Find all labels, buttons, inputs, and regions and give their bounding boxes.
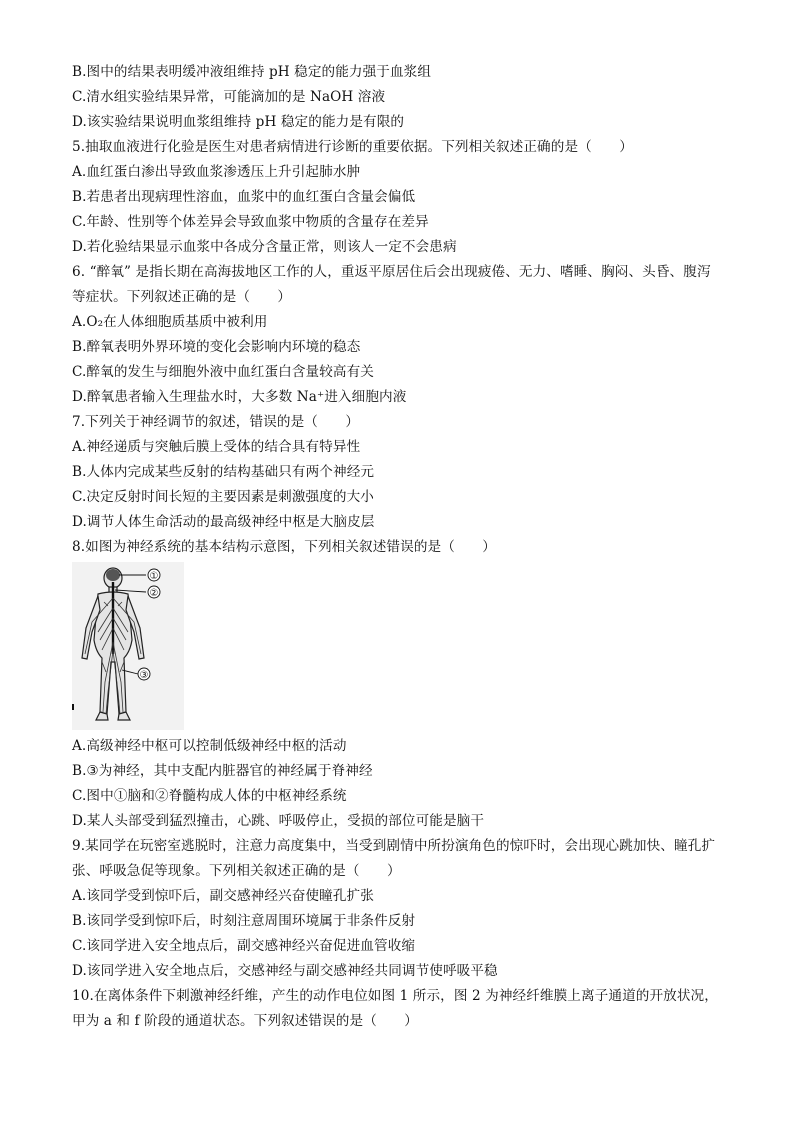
q6-stem-line-1: 6. “醉氧” 是指长期在高海拔地区工作的人，重返平原居住后会出现疲倦、无力、嗜睡、胸闷、头昏、腹泻: [72, 264, 711, 280]
q7-option-b: B.人体内完成某些反射的结构基础只有两个神经元: [72, 464, 375, 480]
figure-label-1: ①: [149, 571, 159, 582]
q6-option-b: B.醉氧表明外界环境的变化会影响内环境的稳态: [72, 339, 361, 355]
figure-label-3: ③: [139, 670, 149, 681]
q6-option-c: C.醉氧的发生与细胞外液中血红蛋白含量较高有关: [72, 364, 375, 380]
q6-option-a: A.O₂在人体细胞质基质中被利用: [72, 314, 268, 330]
q7-option-d: D.调节人体生命活动的最高级神经中枢是大脑皮层: [72, 514, 375, 530]
q8-option-c: C.图中①脑和②脊髓构成人体的中枢神经系统: [72, 788, 347, 804]
q9-option-b: B.该同学受到惊吓后，时刻注意周围环境属于非条件反射: [72, 913, 416, 929]
q8-option-d: D.某人头部受到猛烈撞击，心跳、呼吸停止，受损的部位可能是脑干: [72, 813, 485, 829]
q8-stem: 8.如图为神经系统的基本结构示意图，下列相关叙述错误的是（ ）: [72, 539, 496, 555]
figure-label-2: ②: [149, 588, 159, 599]
q5-option-a: A.血红蛋白渗出导致血浆渗透压上升引起肺水肿: [72, 164, 361, 180]
q9-stem-line-1: 9.某同学在玩密室逃脱时，注意力高度集中，当受到剧情中所扮演角色的惊吓时，会出现心跳加快、瞳孔扩: [72, 838, 716, 854]
q5-option-d: D.若化验结果显示血浆中各成分含量正常，则该人一定不会患病: [72, 239, 457, 255]
nervous-system-figure: [72, 562, 184, 730]
q5-option-c: C.年龄、性别等个体差异会导致血浆中物质的含量存在差异: [72, 214, 429, 230]
brain-shape: [106, 569, 120, 581]
q8-option-a: A.高级神经中枢可以控制低级神经中枢的活动: [72, 738, 347, 754]
q10-stem-line-1: 10.在离体条件下刺激神经纤维，产生的动作电位如图 1 所示，图 2 为神经纤维膜上离子通道的开放状况，: [72, 988, 718, 1004]
q5-stem: 5.抽取血液进行化验是医生对患者病情进行诊断的重要依据。下列相关叙述正确的是（ ）: [72, 139, 633, 155]
figure-mark: [72, 704, 74, 710]
q4-option-b: B.图中的结果表明缓冲液组维持 pH 稳定的能力强于血浆组: [72, 64, 432, 80]
q6-stem-line-2: 等症状。下列叙述正确的是（ ）: [72, 289, 292, 305]
q4-option-d: D.该实验结果说明血浆组维持 pH 稳定的能力是有限的: [72, 114, 405, 130]
q4-option-c: C.清水组实验结果异常，可能滴加的是 NaOH 溶液: [72, 89, 386, 105]
q7-option-c: C.决定反射时间长短的主要因素是刺激强度的大小: [72, 489, 375, 505]
q9-stem-line-2: 张、呼吸急促等现象。下列相关叙述正确的是（ ）: [72, 863, 401, 879]
q6-option-d: D.醉氧患者输入生理盐水时，大多数 Na⁺进入细胞内液: [72, 389, 407, 405]
exam-page: [72, 60, 732, 1034]
q9-option-d: D.该同学进入安全地点后，交感神经与副交感神经共同调节使呼吸平稳: [72, 963, 498, 979]
q5-option-b: B.若患者出现病理性溶血，血浆中的血红蛋白含量会偏低: [72, 189, 416, 205]
q8-option-b: B.③为神经，其中支配内脏器官的神经属于脊神经: [72, 763, 373, 779]
nervous-system-diagram: [72, 562, 184, 730]
q9-option-a: A.该同学受到惊吓后，副交感神经兴奋使瞳孔扩张: [72, 888, 374, 904]
q9-option-c: C.该同学进入安全地点后，副交感神经兴奋促进血管收缩: [72, 938, 416, 954]
q7-option-a: A.神经递质与突触后膜上受体的结合具有特异性: [72, 439, 361, 455]
q10-stem-line-2: 甲为 a 和 f 阶段的通道状态。下列叙述错误的是（ ）: [72, 1013, 418, 1029]
q7-stem: 7.下列关于神经调节的叙述，错误的是（ ）: [72, 414, 360, 430]
